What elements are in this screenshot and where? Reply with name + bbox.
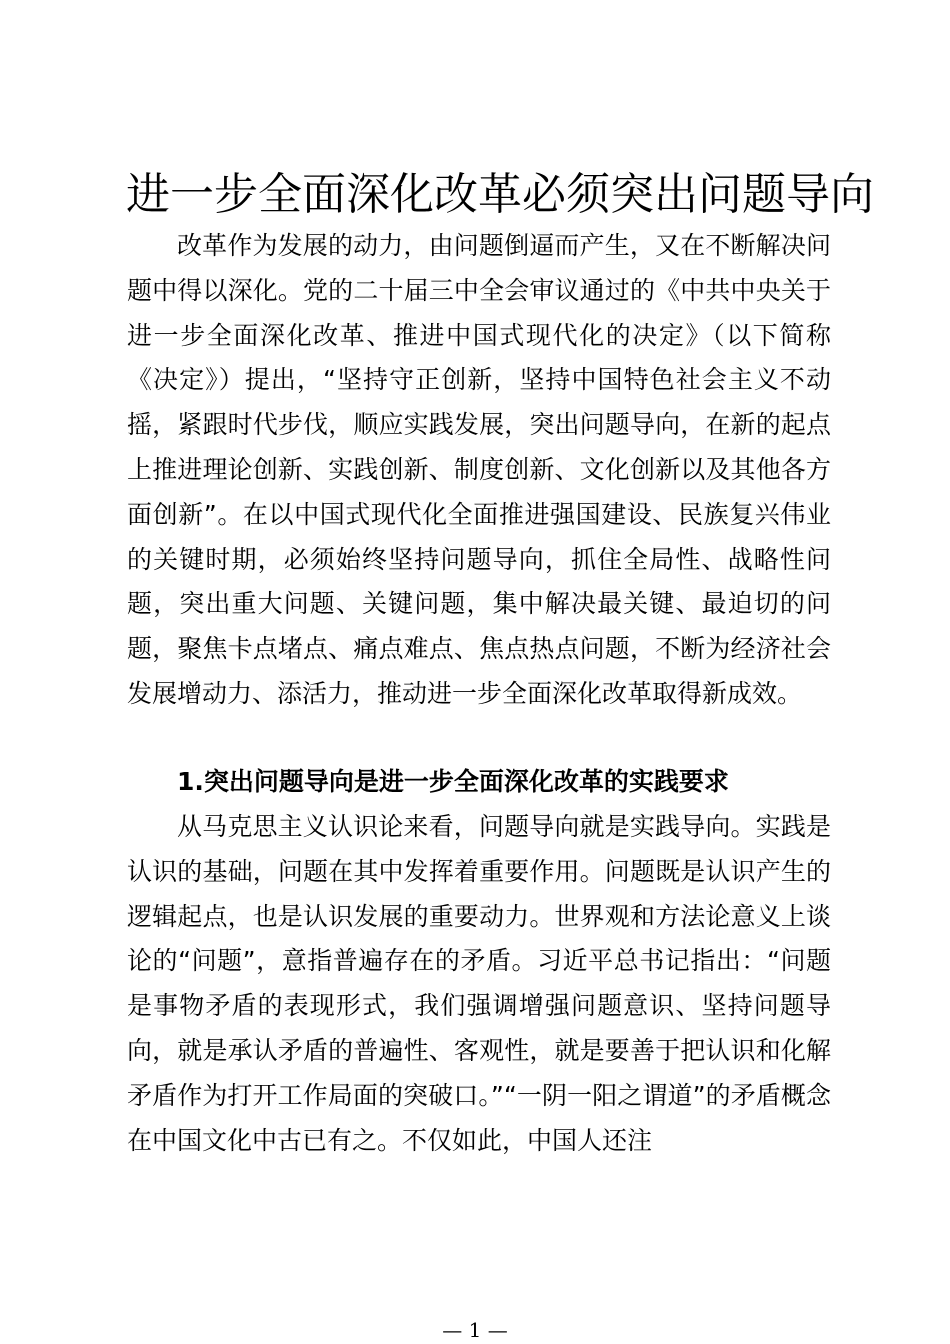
section-heading-1: 1.突出问题导向是进一步全面深化改革的实践要求 xyxy=(177,767,729,796)
paragraph-1: 改革作为发展的动力，由问题倒逼而产生，又在不断解决问题中得以深化。党的二十届三中全会审议通过的《中共中央关于进一步全面深化改革、推进中国式现代化的决定》（以下简称《决定》）提出，“坚持守正创新，坚持中国特色社会主义不动摇，紧跟时代步伐，顺应实践发展，突出问题导向，在新的起点上推进理论创新、实践创新、制度创新、文化创新以及其他各方面创新”。在以中国式现代化全面推进强国建设、民族复兴伟业的关键时期，必须始终坚持问题导向，抓住全局性、战略性问题，突出重大问题、关键问题，集中解决最关键、最迫切的问题，聚焦卡点堵点、痛点难点、焦点热点问题，不断为经济社会发展增动力、添活力，推动进一步全面深化改革取得新成效。 xyxy=(127,231,831,708)
paragraph-2: 从马克思主义认识论来看，问题导向就是实践导向。实践是认识的基础，问题在其中发挥着重要作用。问题既是认识产生的逻辑起点，也是认识发展的重要动力。世界观和方法论意义上谈论的“问题”，意指普遍存在的矛盾。习近平总书记指出：“问题是事物矛盾的表现形式，我们强调增强问题意识、坚持问题导向，就是承认矛盾的普遍性、客观性，就是要善于把认识和化解矛盾作为打开工作局面的突破口。”“一阴一阳之谓道”的矛盾概念在中国文化中古已有之。不仅如此，中国人还注 xyxy=(127,812,831,1155)
page-number: — 1 — xyxy=(442,1318,508,1342)
document-title: 进一步全面深化改革必须突出问题导向 xyxy=(126,169,874,220)
